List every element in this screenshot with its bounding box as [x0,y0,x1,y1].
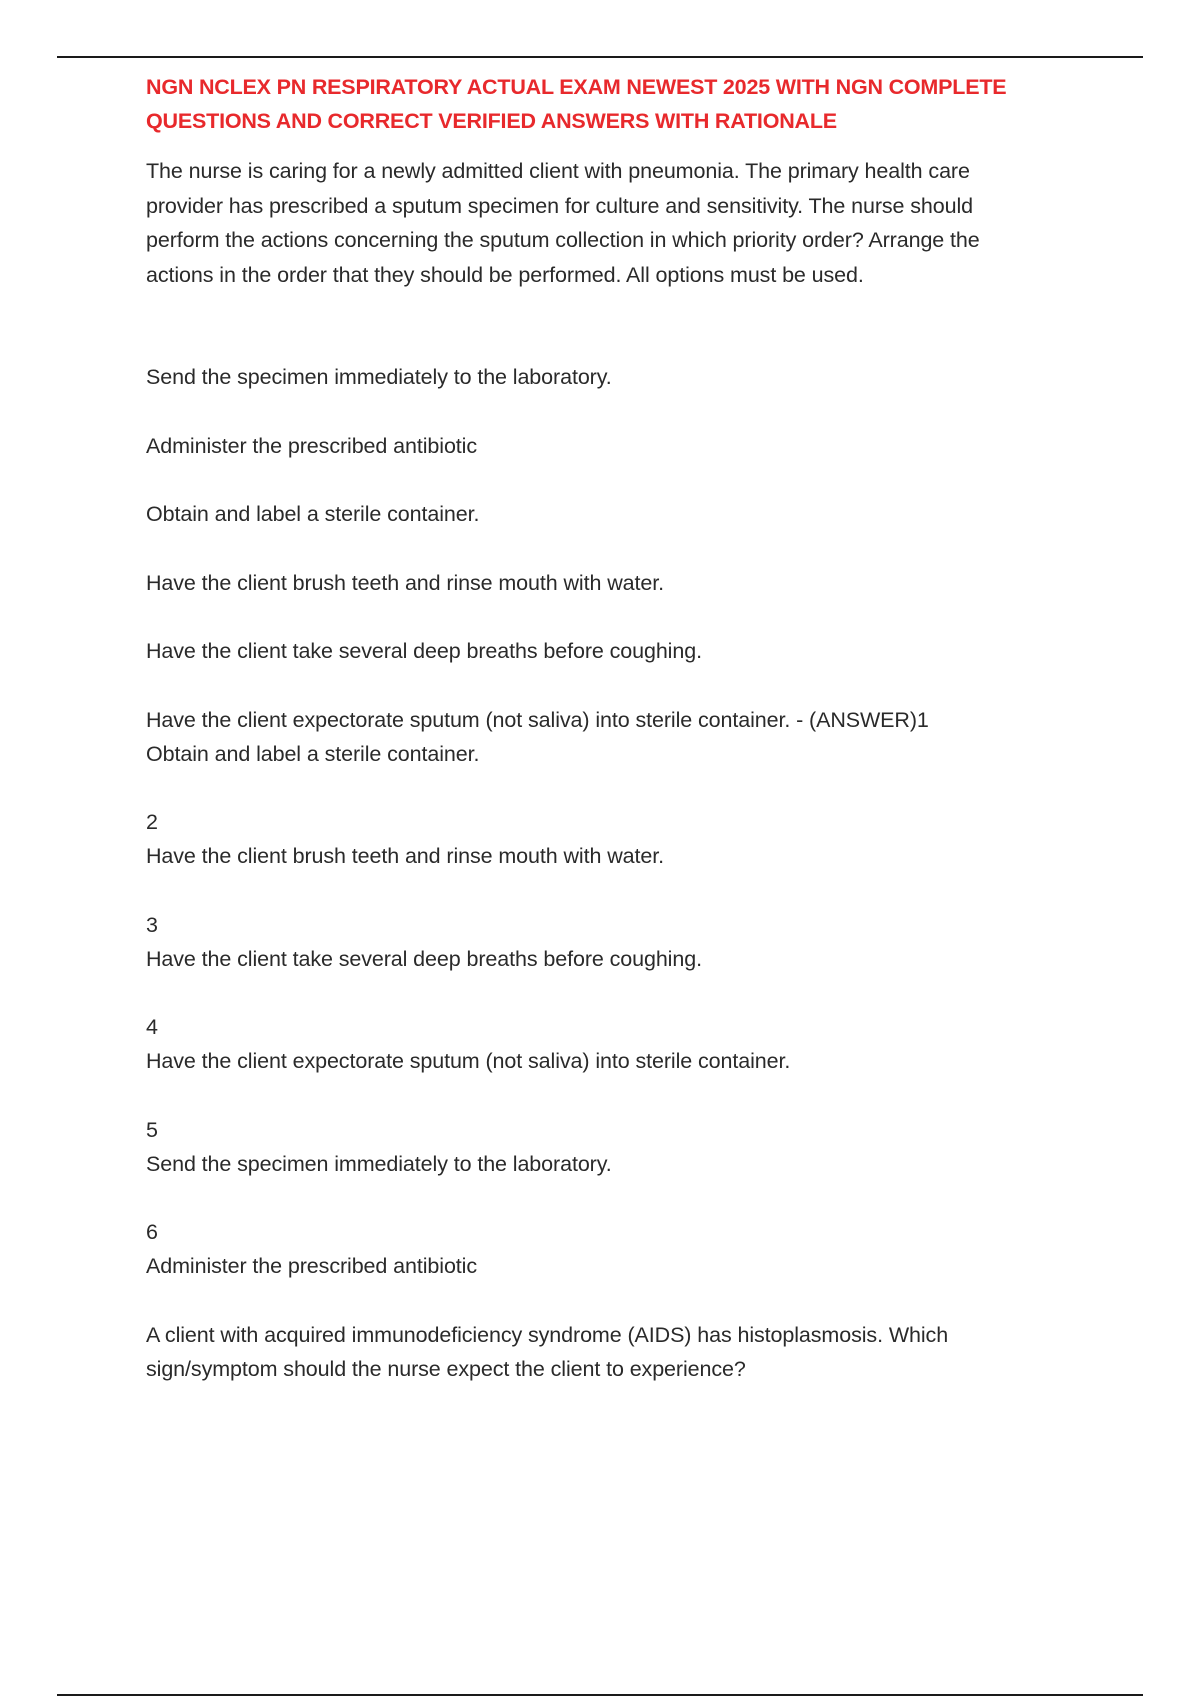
answer-step-text: Send the specimen immediately to the laboratory. [146,1151,612,1176]
document-title [146,70,1106,138]
bottom-rule [57,1694,1143,1696]
answer-step-number: 3 [146,912,158,937]
option-item: Obtain and label a sterile container. [146,502,480,526]
question-1-options [146,360,1106,1386]
option-item: Have the client take several deep breaths before coughing. [146,639,702,663]
option-item: Administer the prescribed antibiotic [146,433,478,458]
question-1-line: The nurse is caring for a newly admitted client with pneumonia. The primary health care [146,159,970,183]
question-1-line: perform the actions concerning the sputum collection in which priority order? Arrange the [146,228,980,252]
question-1-text [146,154,1106,292]
title-line-1: NGN NCLEX PN RESPIRATORY ACTUAL EXAM NEWEST 2025 WITH NGN COMPLETE [146,75,1007,99]
question-1-line: actions in the order that they should be performed. All options must be used. [146,262,864,287]
answer-step-number: 2 [146,810,158,834]
option-item-with-answer: Have the client expectorate sputum (not saliva) into sterile container. - (ANSWER)1 [146,707,929,732]
question-2-line: sign/symptom should the nurse expect the client to experience? [146,1356,746,1381]
question-1-line: provider has prescribed a sputum specimen for culture and sensitivity. The nurse should [146,193,974,218]
answer-step-text: Have the client brush teeth and rinse mouth with water. [146,844,664,868]
title-line-2: QUESTIONS AND CORRECT VERIFIED ANSWERS WITH RATIONALE [146,109,837,133]
answer-step-1-text: Obtain and label a sterile container. [146,741,480,766]
answer-step-text: Have the client take several deep breaths before coughing. [146,946,702,971]
answer-step-number: 4 [146,1015,158,1039]
option-item: Send the specimen immediately to the laboratory. [146,365,612,389]
option-item: Have the client brush teeth and rinse mouth with water. [146,570,664,595]
answer-step-number: 5 [146,1117,158,1142]
top-rule [57,56,1143,58]
answer-step-number: 6 [146,1220,158,1244]
answer-step-text: Have the client expectorate sputum (not saliva) into sterile container. [146,1049,791,1073]
answer-step-text: Administer the prescribed antibiotic [146,1254,478,1278]
page-content [146,70,1106,1386]
question-2-line: A client with acquired immunodeficiency syndrome (AIDS) has histoplasmosis. Which [146,1322,949,1347]
